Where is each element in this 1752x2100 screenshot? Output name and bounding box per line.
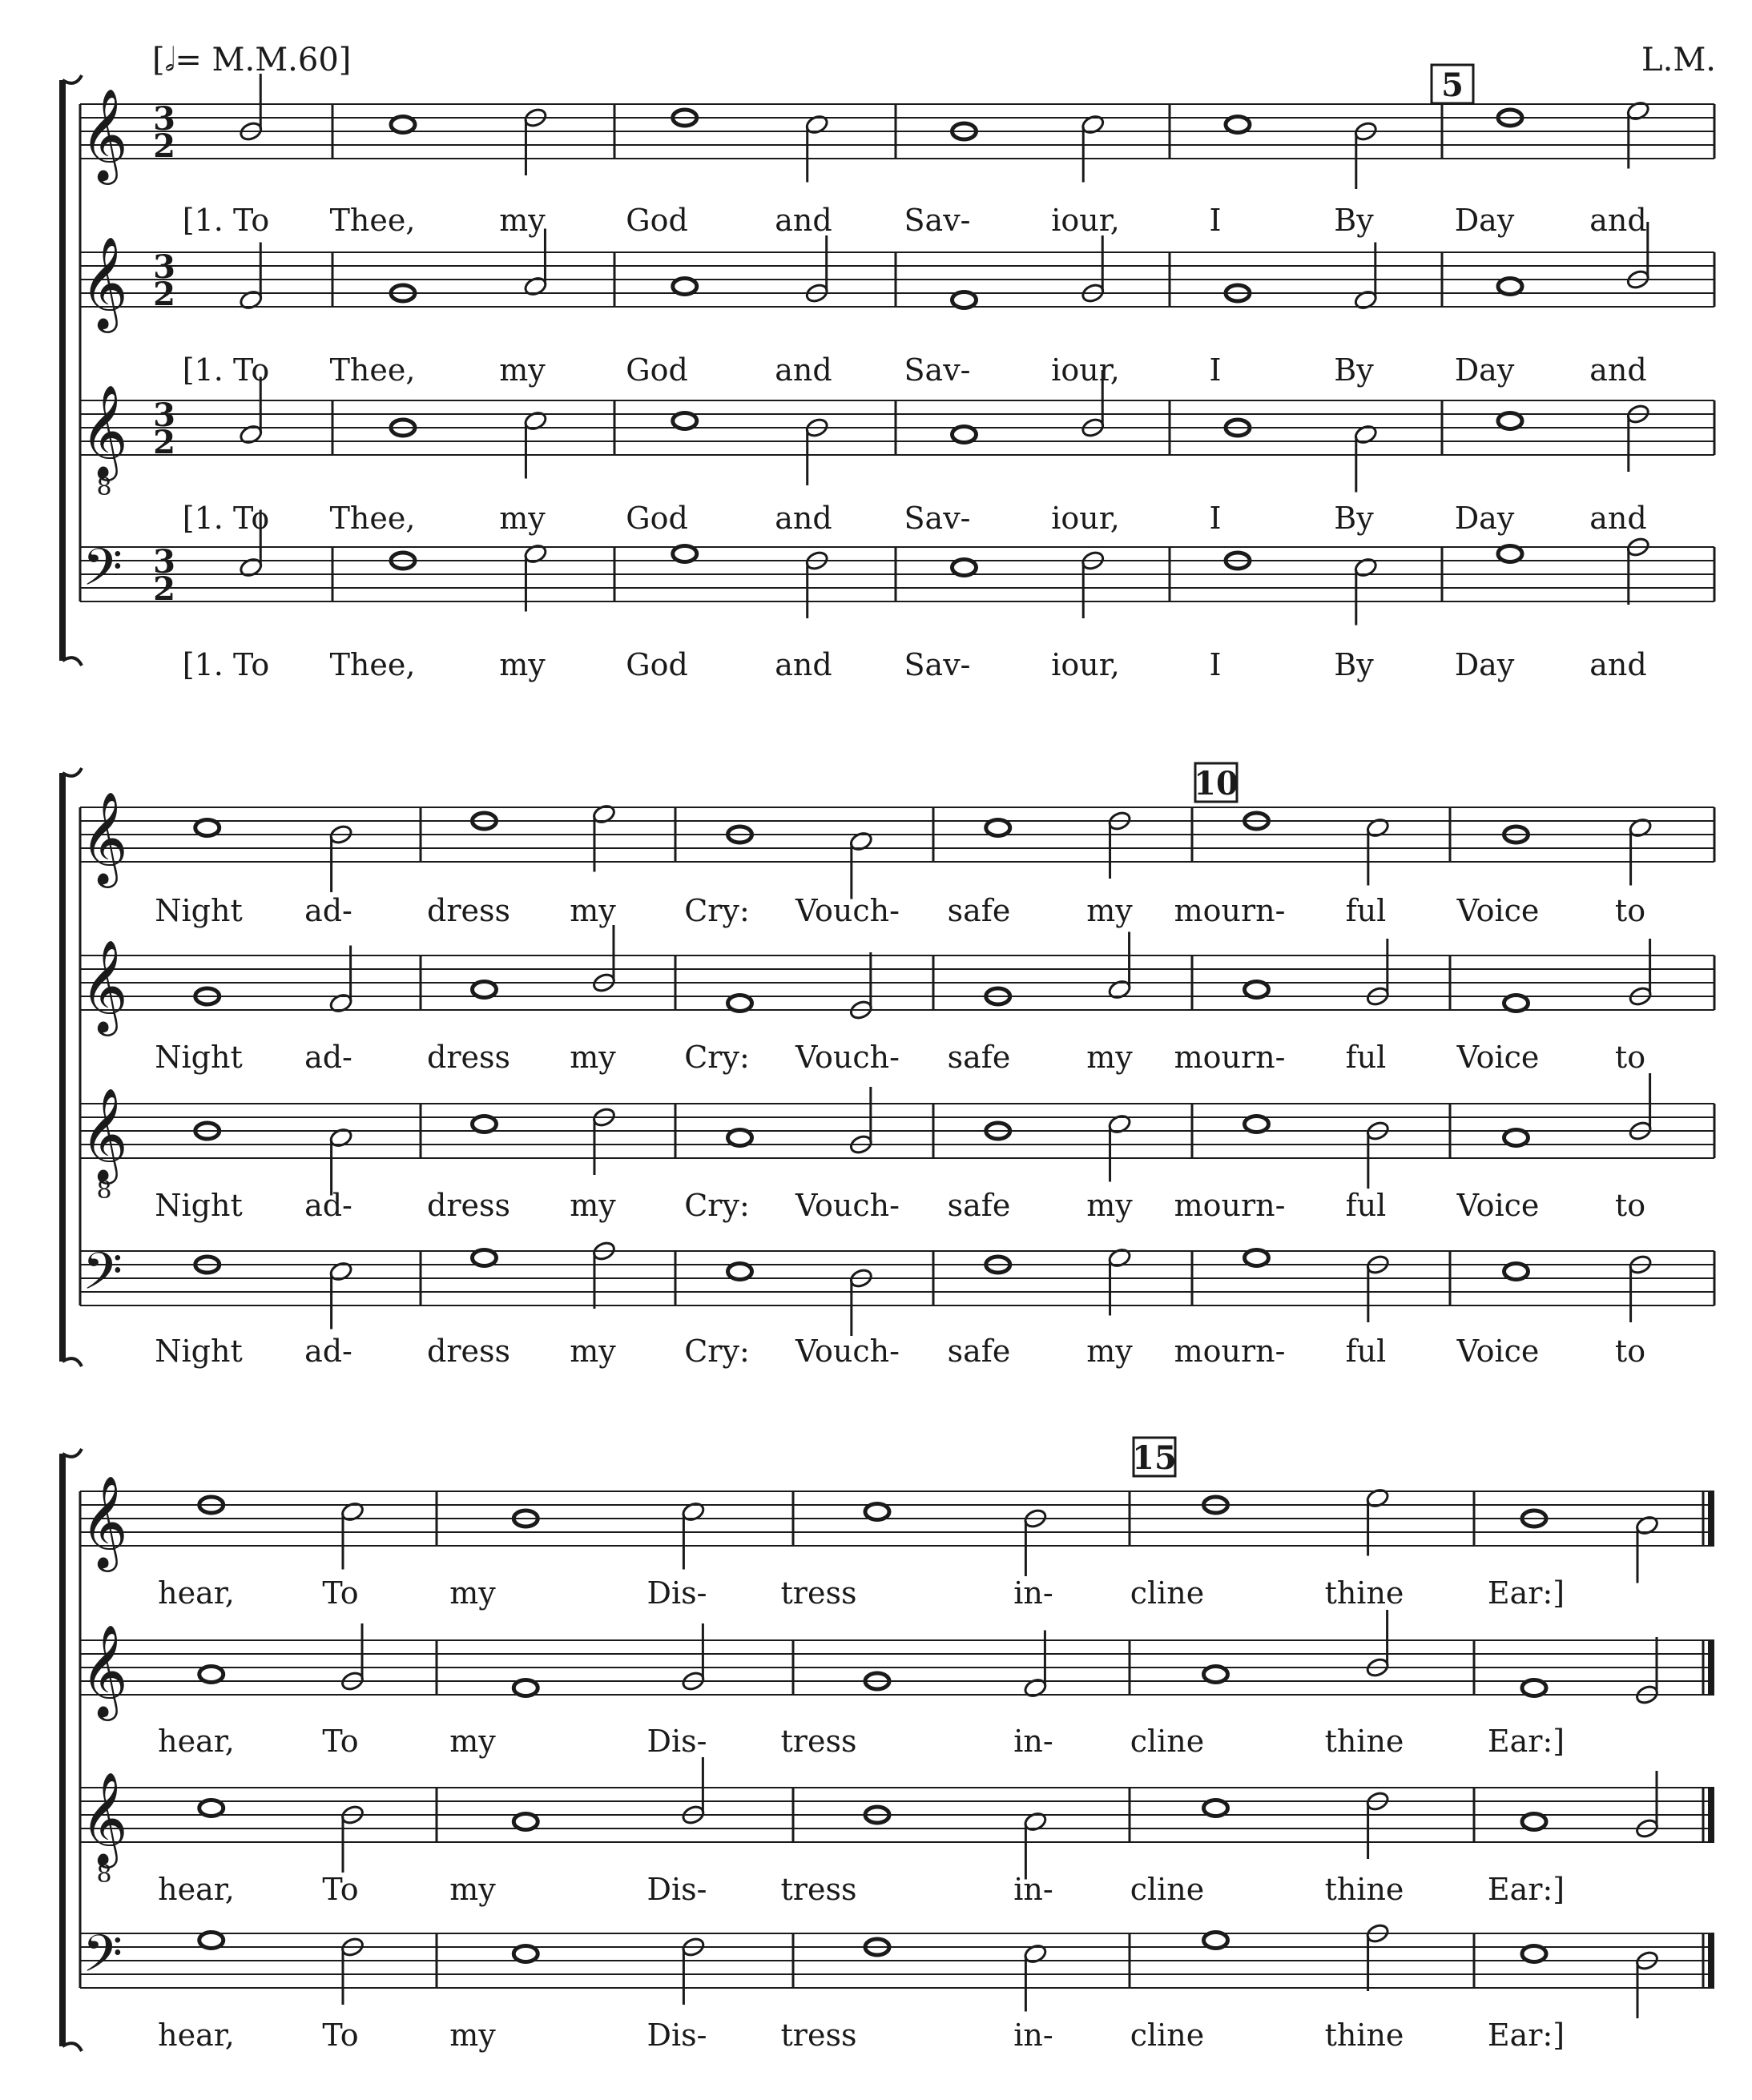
lyric-syllable: in- — [1013, 1724, 1053, 1759]
treble-clef-icon: 𝄞 — [80, 384, 128, 477]
whole-note — [673, 279, 697, 295]
lyric-syllable: mourn- — [1174, 1040, 1286, 1075]
staff — [80, 1104, 1714, 1158]
lyric-syllable: Cry: — [684, 1040, 750, 1075]
lyric-syllable: Sav- — [904, 203, 971, 238]
whole-note — [953, 292, 977, 308]
time-signature-top: 3 — [153, 248, 175, 286]
treble-clef-icon: 𝄞 — [80, 235, 128, 329]
lyric-syllable: iour, — [1051, 203, 1120, 238]
lyric-syllable: hear, — [158, 1575, 235, 1611]
lyric-syllable: ful — [1345, 1040, 1387, 1075]
lyric-syllable: Sav- — [904, 352, 971, 388]
whole-note — [199, 1667, 224, 1683]
treble-clef-icon: 𝄞 — [80, 1623, 128, 1717]
whole-note — [728, 1264, 752, 1280]
rehearsal-mark-number: 5 — [1441, 66, 1464, 104]
lyric-syllable: tress — [780, 2018, 857, 2053]
lyric-syllable: Vouch- — [795, 1040, 900, 1075]
whole-note — [391, 117, 415, 133]
whole-note — [865, 1504, 889, 1520]
whole-note — [514, 1680, 538, 1696]
whole-note — [728, 996, 752, 1012]
lyric-syllable: in- — [1013, 1872, 1053, 1907]
whole-note — [1522, 1814, 1546, 1830]
lyric-syllable: dress — [427, 1334, 510, 1369]
lyric-syllable: [1. To — [182, 352, 270, 388]
treble-clef-icon: 𝄞 — [80, 791, 128, 884]
lyric-syllable: ad- — [304, 1040, 352, 1075]
lyric-syllable: Dis- — [646, 1872, 707, 1907]
final-barline-thick — [1708, 1491, 1714, 1546]
lyric-syllable: and — [1589, 203, 1647, 238]
staff — [80, 547, 1714, 601]
lyric-syllable: ad- — [304, 1188, 352, 1223]
time-signature-bottom: 2 — [153, 127, 175, 165]
lyric-syllable: hear, — [158, 2018, 235, 2053]
treble-clef-icon: 𝄞 — [80, 1771, 128, 1865]
lyric-syllable: By — [1334, 647, 1374, 682]
lyric-syllable: God — [626, 352, 688, 388]
lyric-syllable: hear, — [158, 1724, 235, 1759]
bass-clef-icon: 𝄢 — [82, 538, 123, 610]
whole-note — [1522, 1680, 1546, 1696]
octave-clef-mark: 8 — [96, 1861, 112, 1889]
lyric-syllable: I — [1209, 203, 1222, 238]
time-signature-top: 3 — [153, 100, 175, 138]
lyric-syllable: dress — [427, 1188, 510, 1223]
treble-clef-icon: 𝄞 — [80, 1087, 128, 1181]
whole-note — [1245, 1250, 1269, 1266]
time-signature-top: 3 — [153, 543, 175, 581]
lyric-syllable: thine — [1324, 2018, 1404, 2053]
bracket-bottom-hook — [62, 658, 82, 666]
lyric-syllable: and — [1589, 501, 1647, 536]
staff — [80, 1491, 1714, 1546]
whole-note — [195, 820, 220, 836]
treble-clef-icon: 𝄞 — [80, 939, 128, 1032]
lyric-syllable: I — [1209, 501, 1222, 536]
lyric-syllable: Vouch- — [795, 1334, 900, 1369]
treble-clef-icon: 𝄞 — [80, 87, 128, 181]
lyric-syllable: Day — [1454, 647, 1515, 682]
lyric-syllable: hear, — [158, 1872, 235, 1907]
whole-note — [1504, 1130, 1528, 1146]
whole-note — [1522, 1946, 1546, 1962]
lyric-syllable: Thee, — [329, 647, 416, 682]
lyric-syllable: ful — [1345, 1334, 1387, 1369]
lyric-syllable: tress — [780, 1575, 857, 1611]
lyric-syllable: Dis- — [646, 1724, 707, 1759]
lyric-syllable: [1. To — [182, 501, 270, 536]
lyric-syllable: Night — [155, 893, 243, 928]
lyric-syllable: and — [775, 647, 832, 682]
lyric-syllable: in- — [1013, 2018, 1053, 2053]
lyric-syllable: my — [570, 1040, 616, 1075]
bracket-bottom-hook — [62, 2043, 82, 2051]
rehearsal-mark-number: 10 — [1194, 765, 1238, 803]
lyric-syllable: ful — [1345, 893, 1387, 928]
staff — [80, 1933, 1714, 1988]
lyric-syllable: Dis- — [646, 2018, 707, 2053]
lyric-syllable: To — [322, 1575, 359, 1611]
lyric-syllable: Day — [1454, 203, 1515, 238]
lyric-syllable: God — [626, 501, 688, 536]
lyric-syllable: my — [570, 1334, 616, 1369]
lyric-syllable: ad- — [304, 1334, 352, 1369]
lyric-syllable: cline — [1130, 1872, 1205, 1907]
lyric-syllable: thine — [1324, 1575, 1404, 1611]
system-3 — [62, 1449, 1714, 2051]
lyric-syllable: By — [1334, 501, 1374, 536]
whole-note — [986, 820, 1010, 836]
whole-note — [1504, 1264, 1528, 1280]
lyric-syllable: mourn- — [1174, 1188, 1286, 1223]
staff — [80, 400, 1714, 455]
whole-note — [1204, 1667, 1228, 1683]
whole-note — [199, 1800, 224, 1816]
lyric-syllable: Day — [1454, 501, 1515, 536]
meter-name: L.M. — [1641, 42, 1716, 78]
lyric-syllable: dress — [427, 1040, 510, 1075]
whole-note — [728, 1130, 752, 1146]
lyric-syllable: Night — [155, 1334, 243, 1369]
lyric-syllable: safe — [947, 1040, 1011, 1075]
whole-note — [1204, 1933, 1228, 1949]
lyric-syllable: my — [570, 893, 616, 928]
lyric-syllable: my — [499, 647, 546, 682]
lyric-syllable: Sav- — [904, 647, 971, 682]
lyric-syllable: my — [1086, 1334, 1133, 1369]
lyric-syllable: safe — [947, 1188, 1011, 1223]
lyric-syllable: tress — [780, 1724, 857, 1759]
bracket-bottom-hook — [62, 1358, 82, 1366]
lyric-syllable: dress — [427, 893, 510, 928]
whole-note — [1498, 413, 1522, 429]
lyric-syllable: By — [1334, 203, 1374, 238]
whole-note — [1498, 546, 1522, 562]
final-barline-thick — [1708, 1788, 1714, 1842]
lyric-syllable: my — [449, 1872, 496, 1907]
lyric-syllable: God — [626, 647, 688, 682]
tempo-marking: [𝅗𝅥= M.M.60] — [152, 42, 352, 78]
time-signature-bottom: 2 — [153, 570, 175, 608]
lyric-syllable: Vouch- — [795, 1188, 900, 1223]
lyric-syllable: Cry: — [684, 893, 750, 928]
whole-note — [673, 546, 697, 562]
lyric-syllable: Voice — [1456, 893, 1540, 928]
lyric-syllable: my — [499, 352, 546, 388]
time-signature-bottom: 2 — [153, 424, 175, 461]
lyric-syllable: God — [626, 203, 688, 238]
whole-note — [199, 1933, 224, 1949]
lyric-syllable: mourn- — [1174, 1334, 1286, 1369]
lyric-syllable: my — [570, 1188, 616, 1223]
lyric-syllable: Ear:] — [1487, 1872, 1565, 1907]
lyric-syllable: Cry: — [684, 1334, 750, 1369]
time-signature-bottom: 2 — [153, 276, 175, 313]
lyric-syllable: my — [499, 501, 546, 536]
staff — [80, 252, 1714, 307]
lyric-syllable: ad- — [304, 893, 352, 928]
lyric-syllable: I — [1209, 647, 1222, 682]
whole-note — [1498, 279, 1522, 295]
lyric-syllable: tress — [780, 1872, 857, 1907]
staff — [80, 1640, 1714, 1695]
lyric-syllable: Dis- — [646, 1575, 707, 1611]
whole-note — [514, 1946, 538, 1962]
final-barline-thick — [1708, 1933, 1714, 1988]
lyric-syllable: to — [1614, 893, 1646, 928]
final-barline-thick — [1708, 1640, 1714, 1695]
lyric-syllable: my — [1086, 893, 1133, 928]
octave-clef-mark: 8 — [96, 1177, 112, 1205]
lyric-syllable: By — [1334, 352, 1374, 388]
bass-clef-icon: 𝄢 — [82, 1925, 123, 1997]
whole-note — [673, 413, 697, 429]
lyric-syllable: iour, — [1051, 647, 1120, 682]
lyric-syllable: in- — [1013, 1575, 1053, 1611]
whole-note — [953, 560, 977, 576]
lyric-syllable: and — [775, 501, 832, 536]
rehearsal-mark-number: 15 — [1132, 1439, 1177, 1477]
whole-note — [473, 1116, 497, 1132]
lyric-syllable: Night — [155, 1188, 243, 1223]
whole-note — [1245, 982, 1269, 998]
lyric-syllable: To — [322, 1872, 359, 1907]
lyric-syllable: To — [322, 2018, 359, 2053]
lyric-syllable: safe — [947, 893, 1011, 928]
lyric-syllable: and — [1589, 647, 1647, 682]
lyric-syllable: iour, — [1051, 501, 1120, 536]
staff — [80, 1251, 1714, 1305]
lyric-syllable: Sav- — [904, 501, 971, 536]
staff — [80, 807, 1714, 862]
lyric-syllable: Ear:] — [1487, 1724, 1565, 1759]
staff — [80, 1788, 1714, 1842]
lyric-syllable: and — [775, 203, 832, 238]
staff — [80, 955, 1714, 1010]
lyric-syllable: to — [1614, 1334, 1646, 1369]
lyric-syllable: ful — [1345, 1188, 1387, 1223]
whole-note — [1245, 1116, 1269, 1132]
lyric-syllable: Vouch- — [795, 893, 900, 928]
lyric-syllable: Ear:] — [1487, 1575, 1565, 1611]
lyric-syllable: to — [1614, 1188, 1646, 1223]
lyric-syllable: I — [1209, 352, 1222, 388]
lyric-syllable: and — [775, 352, 832, 388]
lyric-syllable: Night — [155, 1040, 243, 1075]
lyric-syllable: Voice — [1456, 1334, 1540, 1369]
lyric-syllable: Thee, — [329, 501, 416, 536]
lyric-syllable: Thee, — [329, 203, 416, 238]
lyric-syllable: [1. To — [182, 647, 270, 682]
lyric-syllable: to — [1614, 1040, 1646, 1075]
bass-clef-icon: 𝄢 — [82, 1242, 123, 1314]
lyric-syllable: my — [499, 203, 546, 238]
whole-note — [1226, 117, 1250, 133]
lyric-syllable: safe — [947, 1334, 1011, 1369]
staff — [80, 104, 1714, 159]
lyric-syllable: my — [449, 2018, 496, 2053]
lyric-syllable: To — [322, 1724, 359, 1759]
treble-clef-icon: 𝄞 — [80, 1474, 128, 1568]
whole-note — [514, 1814, 538, 1830]
lyric-syllable: my — [449, 1724, 496, 1759]
lyric-syllable: my — [1086, 1040, 1133, 1075]
lyric-syllable: mourn- — [1174, 893, 1286, 928]
whole-note — [1204, 1800, 1228, 1816]
lyric-syllable: cline — [1130, 1724, 1205, 1759]
whole-note — [1504, 996, 1528, 1012]
whole-note — [953, 427, 977, 443]
lyric-syllable: thine — [1324, 1724, 1404, 1759]
lyric-syllable: Ear:] — [1487, 2018, 1565, 2053]
octave-clef-mark: 8 — [96, 473, 112, 501]
lyric-syllable: Voice — [1456, 1188, 1540, 1223]
lyric-syllable: my — [449, 1575, 496, 1611]
lyric-syllable: Voice — [1456, 1040, 1540, 1075]
lyric-syllable: cline — [1130, 2018, 1205, 2053]
whole-note — [473, 1250, 497, 1266]
lyric-syllable: Cry: — [684, 1188, 750, 1223]
lyric-syllable: my — [1086, 1188, 1133, 1223]
lyric-syllable: cline — [1130, 1575, 1205, 1611]
lyric-syllable: Day — [1454, 352, 1515, 388]
lyric-syllable: Thee, — [329, 352, 416, 388]
lyric-syllable: and — [1589, 352, 1647, 388]
time-signature-top: 3 — [153, 396, 175, 434]
lyric-syllable: [1. To — [182, 203, 270, 238]
lyric-syllable: thine — [1324, 1872, 1404, 1907]
whole-note — [473, 982, 497, 998]
lyric-syllable: iour, — [1051, 352, 1120, 388]
